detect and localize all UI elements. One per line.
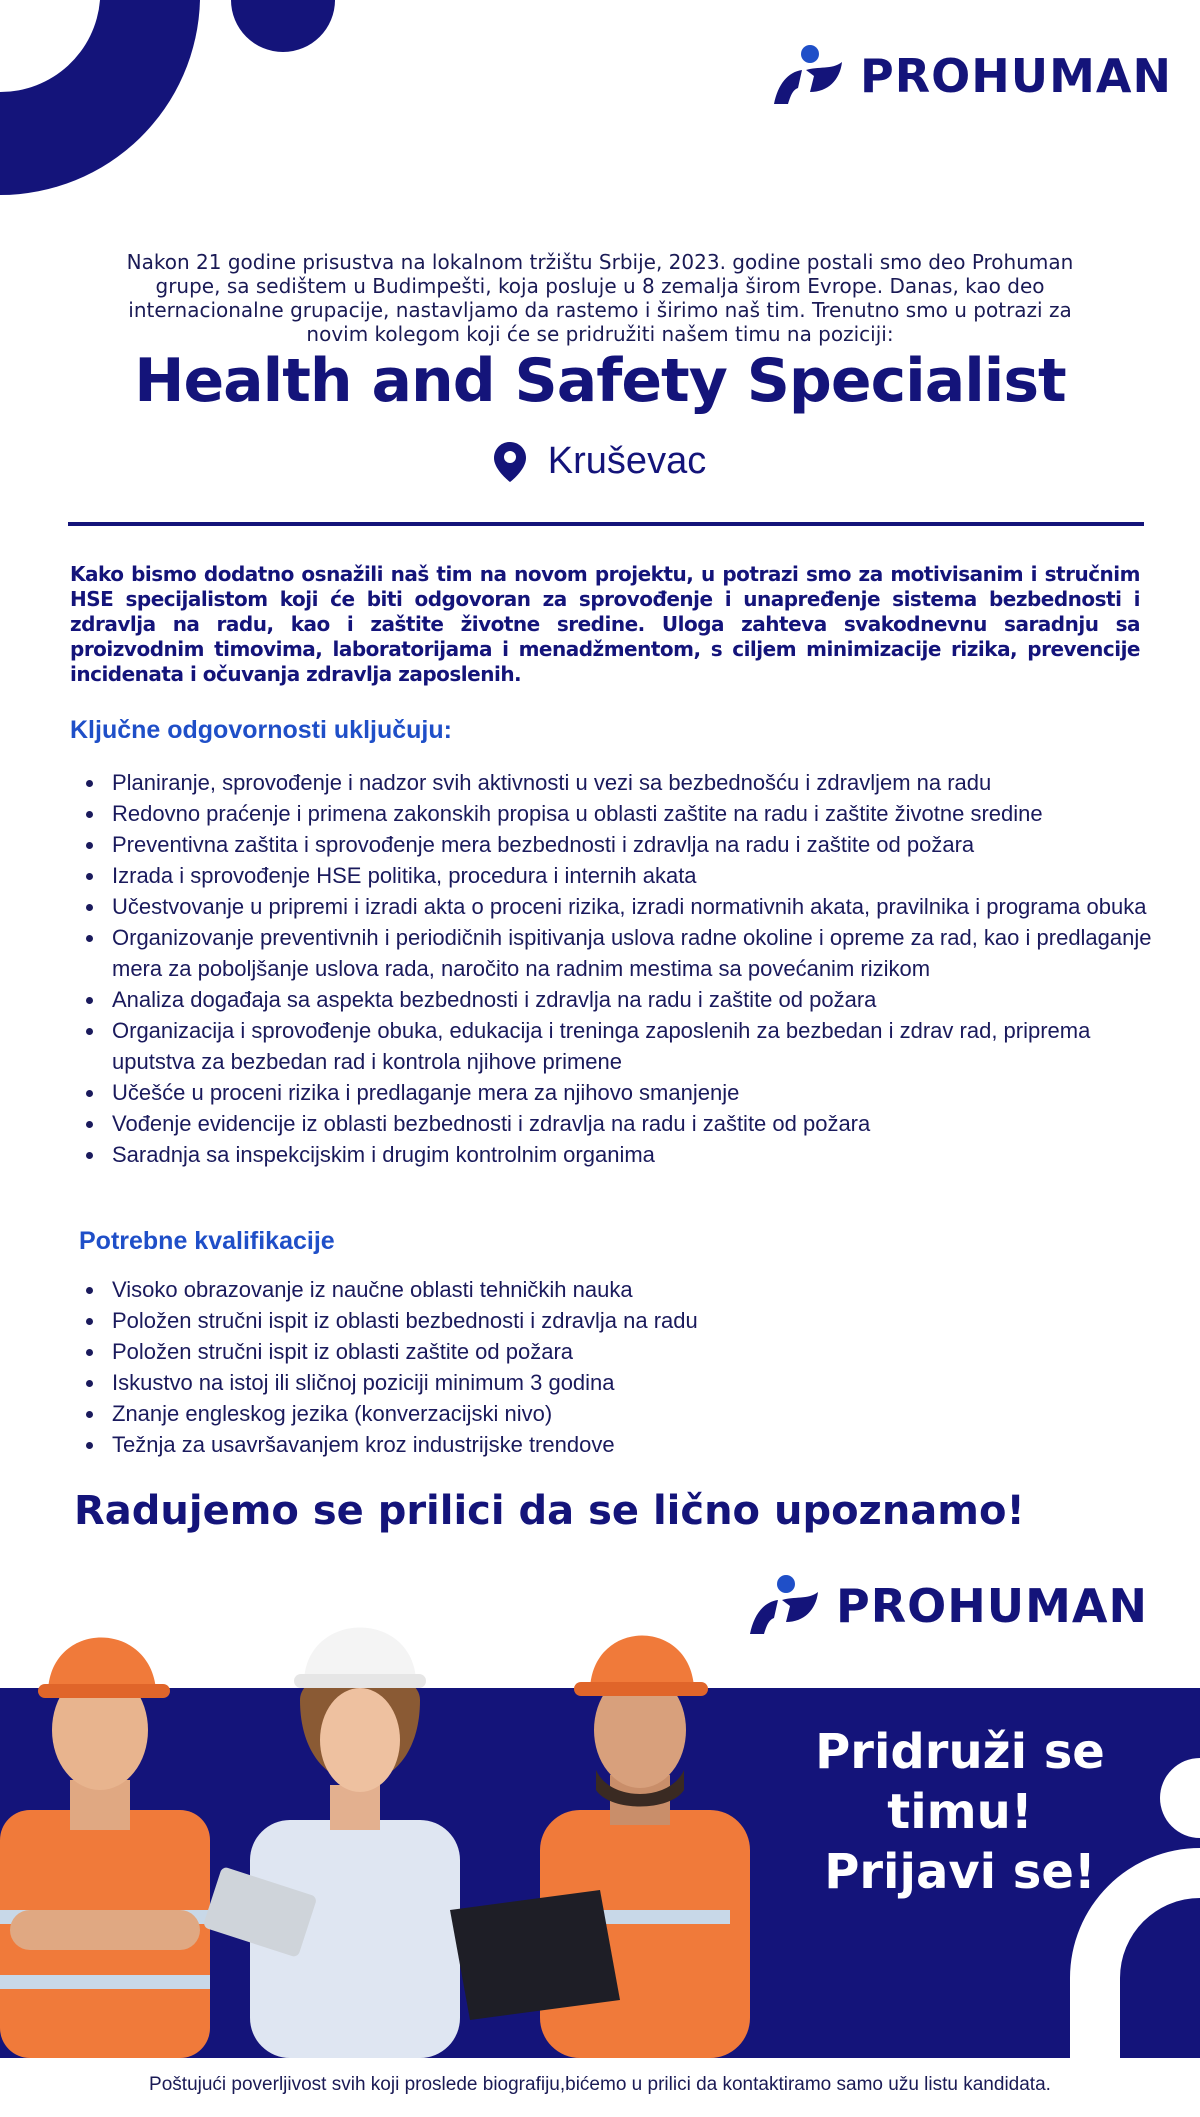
location-text: Kruševac — [547, 440, 707, 482]
list-item: Učešće u proceni rizika i predlaganje mera za njihovo smanjenje — [70, 1077, 1170, 1108]
responsibilities-list — [70, 767, 1170, 1170]
list-item: Redovno praćenje i primena zakonskih propisa u oblasti zaštite na radu i zaštite životne sredine — [70, 798, 1170, 829]
qualifications-heading: Potrebne kvalifikacije — [79, 1227, 335, 1255]
list-item: Visoko obrazovanje iz naučne oblasti tehničkih nauka — [70, 1274, 1170, 1305]
qualifications-list — [70, 1274, 1170, 1460]
list-item: Učestvovanje u pripremi i izradi akta o proceni rizika, izradi normativnih akata, pravilnika i programa obuka — [70, 891, 1170, 922]
cta-line-1: Pridruži se timu! — [815, 1724, 1105, 1840]
closing-line: Radujemo se prilici da se lično upoznamo! — [74, 1488, 1025, 1534]
list-item: Vođenje evidencije iz oblasti bezbednosti i zdravlja na radu i zaštite od požara — [70, 1108, 1170, 1139]
cta-line-2: Prijavi se! — [824, 1844, 1096, 1900]
list-item: Položen stručni ispit iz oblasti zaštite od požara — [70, 1336, 1170, 1367]
call-to-action — [740, 1722, 1180, 1902]
job-location — [0, 440, 1200, 483]
prohuman-logo-bottom — [746, 1574, 1148, 1638]
list-item: Planiranje, sprovođenje i nadzor svih aktivnosti u vezi sa bezbednošću i zdravljem na radu — [70, 767, 1170, 798]
list-item: Težnja za usavršavanjem kroz industrijske trendove — [70, 1429, 1170, 1460]
logo-wordmark: PROHUMAN — [836, 1579, 1148, 1633]
worker-middle-illustration — [203, 1628, 460, 2059]
list-item: Preventivna zaštita i sprovođenje mera bezbednosti i zdravlja na radu i zaštite od požara — [70, 829, 1170, 860]
prohuman-logo-mark-icon — [770, 44, 846, 108]
logo-wordmark: PROHUMAN — [860, 49, 1172, 103]
workers-photo — [0, 1580, 760, 2058]
map-pin-icon — [494, 442, 526, 482]
decorative-corner-shape — [0, 0, 340, 200]
worker-left-illustration — [0, 1638, 210, 2059]
list-item: Organizacija i sprovođenje obuka, edukacija i treninga zaposlenih za bezbedan i zdrav rad, priprema uputstva za bezbedan rad i kontrola njihove primene — [70, 1015, 1170, 1077]
worker-right-illustration — [450, 1636, 750, 2059]
section-divider — [68, 522, 1144, 526]
role-description: Kako bismo dodatno osnažili naš tim na novom projektu, u potrazi smo za motivisanim i stručnim HSE specijalistom koji će biti odgovoran za sprovođenje i unapređenje sistema bezbednosti i zdravlja na radu, kao i zaštite životne sredine. Uloga zahteva svakodnevnu saradnju sa proizvodnim timovima, laboratorijama i menadžmentom, s ciljem minimizacije rizika, prevencije incidenata i očuvanja zdravlja zaposlenih. — [70, 562, 1140, 686]
footer-disclaimer: Poštujući poverljivost svih koji proslede biografiju,bićemo u prilici da kontaktiramo samo užu listu kandidata. — [149, 2074, 1051, 2095]
list-item: Iskustvo na istoj ili sličnoj poziciji minimum 3 godina — [70, 1367, 1170, 1398]
list-item: Znanje engleskog jezika (konverzacijski nivo) — [70, 1398, 1170, 1429]
list-item: Položen stručni ispit iz oblasti bezbednosti i zdravlja na radu — [70, 1305, 1170, 1336]
list-item: Izrada i sprovođenje HSE politika, procedura i internih akata — [70, 860, 1170, 891]
list-item: Organizovanje preventivnih i periodičnih ispitivanja uslova radne okoline i opreme za rad, kao i predlaganje mera za poboljšanje uslova rada, naročito na radnim mestima sa povećanim rizikom — [70, 922, 1170, 984]
responsibilities-heading: Ključne odgovornosti uključuju: — [70, 716, 452, 744]
company-intro-text: Nakon 21 godine prisustva na lokalnom tržištu Srbije, 2023. godine postali smo deo Prohuman grupe, sa sedištem u Budimpešti, koja posluje u 8 zemalja širom Evrope. Danas, kao deo internacionalne grupacije, nastavljamo da rastemo i širimo naš tim. Trenutno smo u potrazi za novim kolegom koji će se pridružiti našem timu na poziciji: — [126, 250, 1074, 346]
list-item: Saradnja sa inspekcijskim i drugim kontrolnim organima — [70, 1139, 1170, 1170]
list-item: Analiza događaja sa aspekta bezbednosti i zdravlja na radu i zaštite od požara — [70, 984, 1170, 1015]
prohuman-logo-top — [770, 44, 1172, 108]
job-title: Health and Safety Specialist — [134, 346, 1066, 416]
